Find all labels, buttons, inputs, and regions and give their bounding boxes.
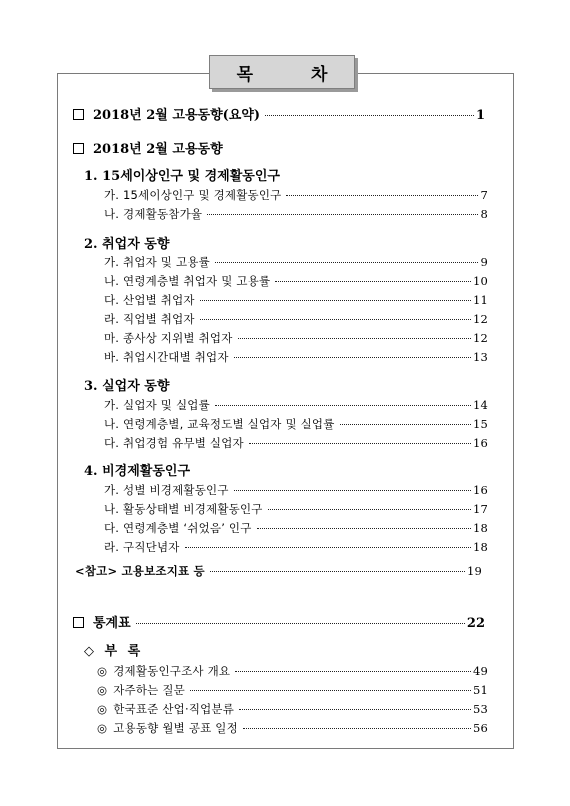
dotted-leader xyxy=(207,213,478,215)
toc-entry[interactable] xyxy=(104,187,488,203)
section-heading-2[interactable]: 2. 취업자 동향 xyxy=(84,237,170,252)
checkbox-icon xyxy=(73,617,84,628)
dotted-leader xyxy=(243,727,471,729)
dotted-leader xyxy=(210,570,465,572)
toc-entry[interactable] xyxy=(104,539,488,555)
toc-entry-label: 나. 활동상태별 비경제활동인구 xyxy=(104,502,263,516)
toc-entry-summary[interactable] xyxy=(73,104,485,123)
dotted-leader xyxy=(136,622,465,624)
dotted-leader xyxy=(234,489,471,491)
toc-entry-label: 다. 연령계층별 ‘쉬었음’ 인구 xyxy=(104,521,252,535)
toc-entry-label: 나. 연령계층별, 교육정도별 실업자 및 실업률 xyxy=(104,417,335,431)
toc-entry[interactable] xyxy=(104,254,488,270)
toc-entry-label: 바. 취업시간대별 취업자 xyxy=(104,350,229,364)
toc-entry-label: 가. 15세이상인구 및 경제활동인구 xyxy=(104,188,282,202)
dotted-leader xyxy=(265,114,474,116)
toc-entry-page: 15 xyxy=(472,417,488,431)
toc-entry-label: 라. 직업별 취업자 xyxy=(104,312,195,326)
toc-entry-label: 다. 취업경험 유무별 실업자 xyxy=(104,436,244,450)
toc-entry-label: 자주하는 질문 xyxy=(113,683,185,697)
toc-entry[interactable] xyxy=(104,482,488,498)
toc-entry-label: 가. 성별 비경제활동인구 xyxy=(104,483,229,497)
toc-entry-reference[interactable] xyxy=(75,563,482,579)
toc-entry-label: 통계표 xyxy=(93,616,131,631)
toc-title: 목 차 xyxy=(236,65,354,85)
toc-entry-label: <참고> 고용보조지표 등 xyxy=(75,564,205,578)
toc-entry-label: 2018년 2월 고용동향(요약) xyxy=(93,108,261,123)
toc-entry[interactable] xyxy=(104,330,488,346)
toc-entry-page: 13 xyxy=(472,350,488,364)
toc-entry[interactable] xyxy=(104,520,488,536)
checkbox-icon xyxy=(73,109,84,120)
toc-entry-page: 10 xyxy=(472,274,488,288)
toc-entry[interactable] xyxy=(104,273,488,289)
checkbox-icon xyxy=(73,143,84,154)
toc-entry-page: 18 xyxy=(472,521,488,535)
toc-entry-page: 16 xyxy=(472,483,488,497)
toc-entry-label: 한국표준 산업·직업분류 xyxy=(113,702,235,716)
toc-entry-label: 마. 종사상 지위별 취업자 xyxy=(104,331,233,345)
toc-entry-label: 가. 실업자 및 실업률 xyxy=(104,398,210,412)
double-circle-icon: ◎ xyxy=(97,721,108,735)
appendix-entry[interactable] xyxy=(97,682,488,698)
section-heading-1[interactable]: 1. 15세이상인구 및 경제활동인구 xyxy=(84,169,280,184)
toc-entry-page: 9 xyxy=(480,255,488,269)
appendix-entry[interactable] xyxy=(97,701,488,717)
toc-entry[interactable] xyxy=(104,311,488,327)
toc-entry-page: 49 xyxy=(472,664,488,678)
dotted-leader xyxy=(215,404,471,406)
toc-entry-label: 고용동향 월별 공표 일정 xyxy=(113,721,238,735)
toc-entry-label: 나. 연령계층별 취업자 및 고용률 xyxy=(104,274,271,288)
toc-entry-page: 18 xyxy=(472,540,488,554)
toc-entry-page: 53 xyxy=(472,702,488,716)
dotted-leader xyxy=(234,356,471,358)
toc-entry-page: 22 xyxy=(466,616,485,631)
toc-entry[interactable] xyxy=(104,349,488,365)
toc-entry[interactable] xyxy=(104,397,488,413)
dotted-leader xyxy=(286,194,478,196)
dotted-leader xyxy=(275,280,471,282)
toc-entry-main[interactable] xyxy=(73,138,223,157)
toc-entry[interactable] xyxy=(104,416,488,432)
section-heading-3[interactable]: 3. 실업자 동향 xyxy=(84,379,170,394)
toc-entry-page: 51 xyxy=(472,683,488,697)
appendix-heading-label: 부 록 xyxy=(104,644,144,659)
toc-entry-label: 나. 경제활동참가율 xyxy=(104,207,203,221)
appendix-entry[interactable] xyxy=(97,663,488,679)
toc-entry-label: 경제활동인구조사 개요 xyxy=(113,664,231,678)
toc-entry-page: 12 xyxy=(472,312,488,326)
toc-title-box xyxy=(209,55,355,89)
appendix-heading[interactable] xyxy=(84,640,143,659)
dotted-leader xyxy=(340,423,471,425)
section-heading-4[interactable]: 4. 비경제활동인구 xyxy=(84,464,191,479)
toc-entry-page: 11 xyxy=(472,293,488,307)
toc-entry-page: 19 xyxy=(466,564,482,578)
double-circle-icon: ◎ xyxy=(97,683,108,697)
dotted-leader xyxy=(215,261,479,263)
dotted-leader xyxy=(257,527,471,529)
dotted-leader xyxy=(238,337,471,339)
toc-entry-page: 7 xyxy=(480,188,488,202)
toc-entry-label: 다. 산업별 취업자 xyxy=(104,293,195,307)
dotted-leader xyxy=(185,546,471,548)
double-circle-icon: ◎ xyxy=(97,664,108,678)
dotted-leader xyxy=(190,689,471,691)
toc-entry[interactable] xyxy=(104,292,488,308)
toc-entry-label: 가. 취업자 및 고용률 xyxy=(104,255,210,269)
toc-entry-label: 라. 구직단념자 xyxy=(104,540,180,554)
toc-entry-page: 56 xyxy=(472,721,488,735)
dotted-leader xyxy=(239,708,471,710)
toc-entry-page: 17 xyxy=(472,502,488,516)
toc-entry-page: 12 xyxy=(472,331,488,345)
toc-entry-page: 16 xyxy=(472,436,488,450)
dotted-leader xyxy=(200,299,471,301)
diamond-icon: ◇ xyxy=(84,644,94,659)
toc-entry[interactable] xyxy=(104,206,488,222)
toc-entry-page: 1 xyxy=(475,108,485,123)
toc-entry-stats[interactable] xyxy=(73,612,485,631)
toc-entry-page: 8 xyxy=(480,207,488,221)
dotted-leader xyxy=(235,670,471,672)
dotted-leader xyxy=(268,508,471,510)
toc-entry-label: 2018년 2월 고용동향 xyxy=(93,142,223,157)
double-circle-icon: ◎ xyxy=(97,702,108,716)
toc-entry-page: 14 xyxy=(472,398,488,412)
dotted-leader xyxy=(249,442,471,444)
dotted-leader xyxy=(200,318,471,320)
appendix-entry[interactable] xyxy=(97,720,488,736)
toc-entry[interactable] xyxy=(104,501,488,517)
toc-entry[interactable] xyxy=(104,435,488,451)
